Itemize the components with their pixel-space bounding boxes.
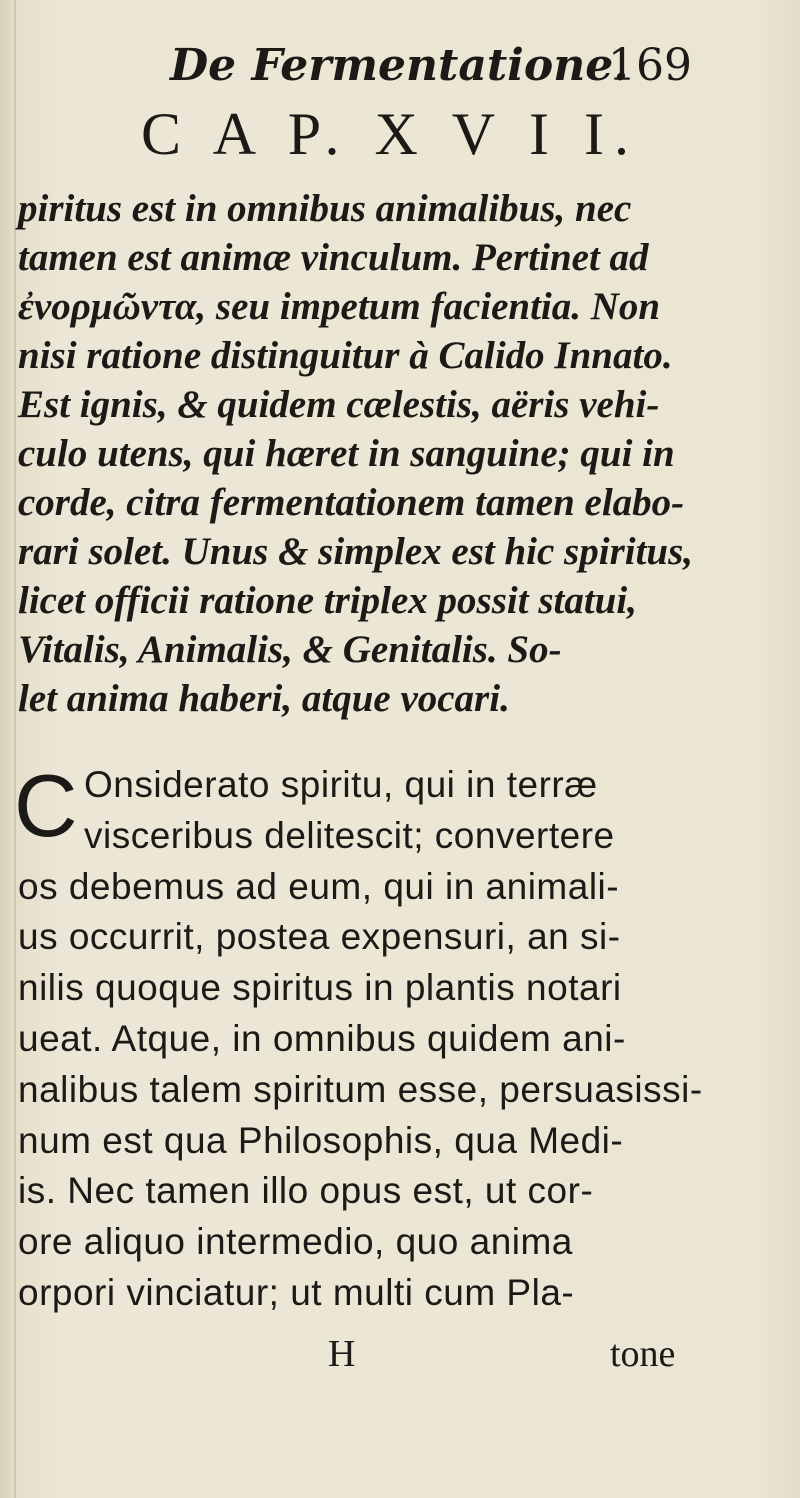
body-line: nilis quoque spiritus in plantis notari bbox=[18, 967, 622, 1009]
body-line: visceribus delitescit; convertere bbox=[84, 814, 615, 856]
drop-cap-initial: C bbox=[14, 756, 78, 855]
summary-line: Vitalis, Animalis, & Genitalis. So- bbox=[18, 628, 562, 671]
body-line: ore aliquo intermedio, quo anima bbox=[18, 1221, 573, 1263]
body-line: orpori vinciatur; ut multi cum Pla- bbox=[18, 1271, 575, 1313]
summary-line: let anima haberi, atque vocari. bbox=[18, 677, 510, 720]
page-number: 169 bbox=[608, 40, 692, 91]
body-line: Onsiderato spiritu, qui in terræ bbox=[84, 764, 598, 805]
signature-mark: H bbox=[328, 1333, 356, 1375]
summary-line: nisi ratione distinguitur à Calido Innato. bbox=[18, 334, 673, 377]
summary-line: licet officii ratione triplex possit statui, bbox=[18, 579, 637, 622]
gutter-shadow bbox=[14, 0, 16, 1498]
body-line: us occurrit, postea expensuri, an si- bbox=[18, 916, 621, 958]
body-text bbox=[18, 760, 798, 1319]
summary-line: piritus est in omnibus animalibus, nec bbox=[18, 187, 632, 230]
summary-line: Est ignis, & quidem cælestis, aëris vehi- bbox=[18, 383, 660, 426]
body-line: is. Nec tamen illo opus est, ut cor- bbox=[18, 1170, 594, 1212]
summary-line: ἐνορμῶντα, seu impetum facientia. Non bbox=[18, 285, 661, 328]
page-footer bbox=[0, 1332, 800, 1382]
running-title: De Fermentatione. bbox=[170, 40, 629, 91]
page-header bbox=[0, 28, 800, 98]
body-line: ueat. Atque, in omnibus quidem ani- bbox=[18, 1017, 626, 1059]
summary-line: tamen est animæ vinculum. Pertinet ad bbox=[18, 236, 649, 279]
body-line: os debemus ad eum, qui in animali- bbox=[18, 865, 620, 907]
body-line: nalibus talem spiritum esse, persuasissi- bbox=[18, 1068, 703, 1110]
chapter-heading: C A P. X V I I. bbox=[141, 101, 639, 167]
summary-line: corde, citra fermentationem tamen elabo- bbox=[18, 481, 685, 524]
summary-line: rari solet. Unus & simplex est hic spiritus, bbox=[18, 530, 694, 573]
catchword: tone bbox=[610, 1333, 676, 1375]
chapter-summary bbox=[18, 184, 788, 723]
summary-line: culo utens, qui hæret in sanguine; qui in bbox=[18, 432, 675, 475]
body-line: num est qua Philosophis, qua Medi- bbox=[18, 1119, 624, 1161]
